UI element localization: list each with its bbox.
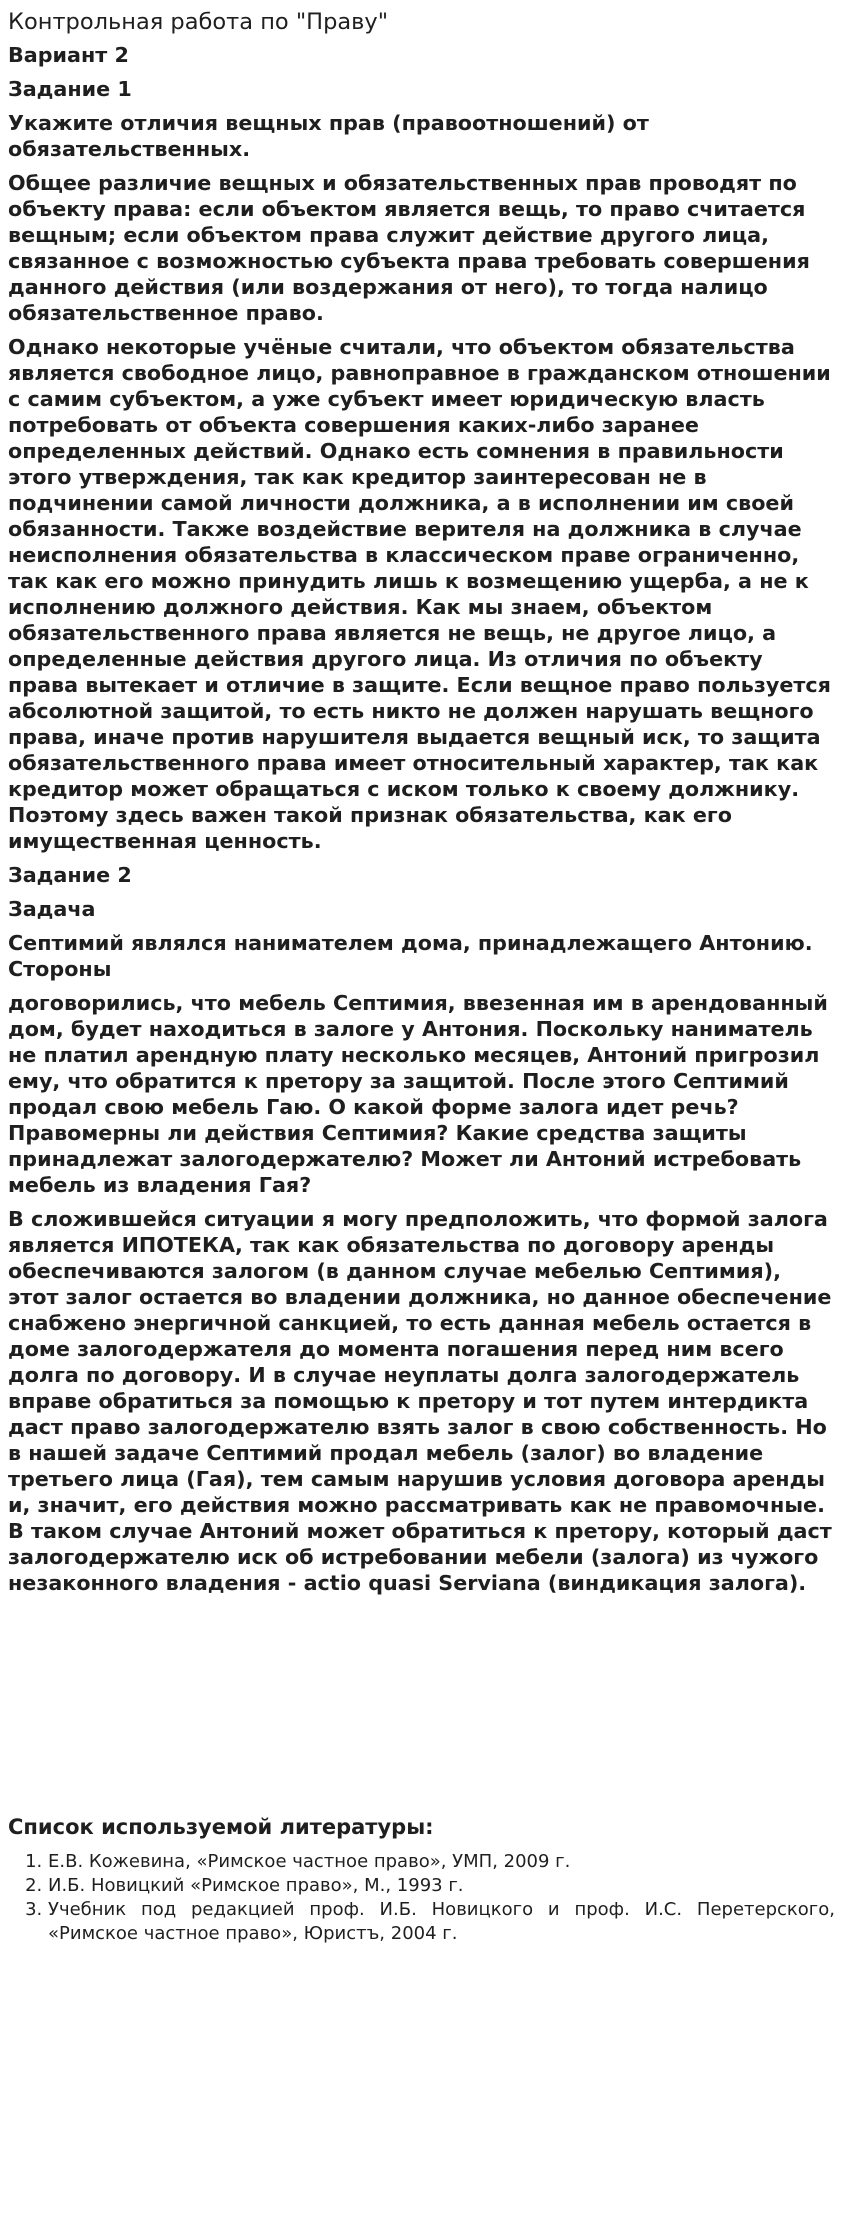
references-heading: Список используемой литературы: <box>8 1815 434 1839</box>
reference-item: 1. Е.В. Кожевина, «Римское частное право», УМП, 2009 г. <box>48 1850 835 1874</box>
variant-label: Вариант 2 <box>8 43 129 67</box>
blank-space <box>8 1604 835 1814</box>
task1-question: Укажите отличия вещных прав (правоотношений) от обязательственных. <box>8 111 649 161</box>
task2-answer: В сложившейся ситуации я могу предположить, что формой залога является ИПОТЕКА, так как обязательства по договору аренды обеспечиваются залогом (в данном случае мебелью Септимия), этот залог остается во владении должника, но данное обеспечение снабжено энергичной санкцией, то есть данная мебель остается в доме залогодержателя до момента погашения перед ним всего долга по договору. И в случае неуплаты долга залогодержатель вправе обратиться за помощью к претору и тот путем интердикта даст право залогодержателю взять залог в свою собственность. Но в нашей задаче Септимий продал мебель (залог) во владение третьего лица (Гая), тем самым нарушив условия договора аренды и, значит, его действия можно рассматривать как не правомочные. В таком случае Антоний может обратиться к претору, который даст залогодержателю иск об истребовании мебели (залога) из чужого незаконного владения - actio quasi Serviana (виндикация залога). <box>8 1207 832 1595</box>
reference-item: 2. И.Б. Новицкий «Римское право», М., 1993 г. <box>48 1874 835 1898</box>
document-title: Контрольная работа по "Праву" <box>8 9 389 35</box>
task1-paragraph: Однако некоторые учёные считали, что объектом обязательства является свободное лицо, равноправное в гражданском отношении с самим субъектом, а уже субъект имеет юридическую власть потребовать от объекта совершения каких-либо заранее определенных действий. Однако есть сомнения в правильности этого утверждения, так как кредитор заинтересован не в подчинении самой личности должника, а в исполнении им своей обязанности. Также воздействие верителя на должника в случае неисполнения обязательства в классическом праве ограниченно, так как его можно принудить лишь к возмещению ущерба, а не к исполнению должного действия. Как мы знаем, объектом обязательственного права является не вещь, не другое лицо, а определенные действия другого лица. Из отличия по объекту права вытекает и отличие в защите. Если вещное право пользуется абсолютной защитой, то есть никто не должен нарушать вещного права, иначе против нарушителя выдается вещный иск, то защита обязательственного права имеет относительный характер, так как кредитор может обращаться с иском только к своему должнику. Поэтому здесь важен такой признак обязательства, как его имущественная ценность. <box>8 335 831 853</box>
task2-subheading: Задача <box>8 897 96 921</box>
reference-item: 3. Учебник под редакцией проф. И.Б. Новицкого и проф. И.С. Перетерского, «Римское частное право», Юристъ, 2004 г. <box>48 1898 835 1946</box>
task2-problem-body: договорились, что мебель Септимия, ввезенная им в арендованный дом, будет находиться в залоге у Антония. Поскольку наниматель не платил арендную плату несколько месяцев, Антоний пригрозил ему, что обратится к претору за защитой. После этого Септимий продал свою мебель Гаю. О какой форме залога идет речь? Правомерны ли действия Септимия? Какие средства защиты принадлежат залогодержателю? Может ли Антоний истребовать мебель из владения Гая? <box>8 991 828 1197</box>
task2-heading: Задание 2 <box>8 863 132 887</box>
task1-heading: Задание 1 <box>8 77 132 101</box>
references-list <box>8 1850 835 1946</box>
task1-paragraph: Общее различие вещных и обязательственных прав проводят по объекту права: если объектом является вещь, то право считается вещным; если объектом права служит действие другого лица, связанное с возможностью субъекта права требовать совершения данного действия (или воздержания от него), то тогда налицо обязательственное право. <box>8 171 810 325</box>
task2-problem-intro: Септимий являлся нанимателем дома, принадлежащего Антонию. Стороны <box>8 931 813 981</box>
document-page <box>8 8 835 1946</box>
